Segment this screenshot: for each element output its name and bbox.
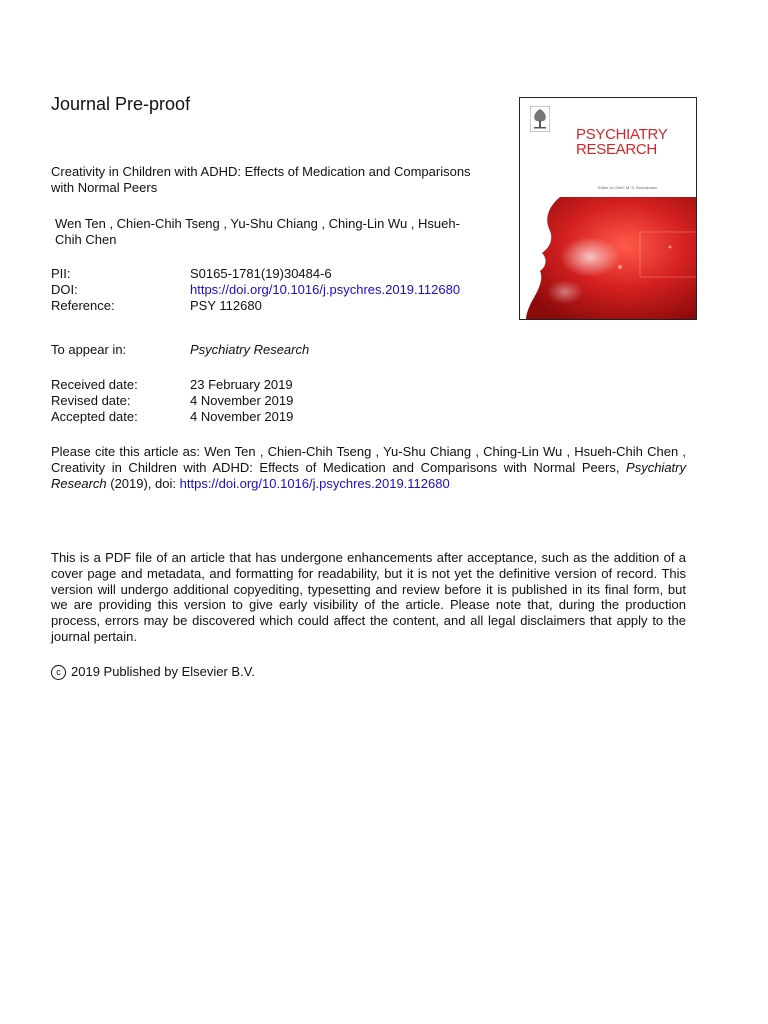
- copyright-text: 2019 Published by Elsevier B.V.: [71, 664, 255, 679]
- copyright-line: [51, 664, 255, 680]
- cover-title-line1: PSYCHIATRY: [576, 126, 668, 143]
- copyright-icon: c: [51, 665, 66, 680]
- doi-link[interactable]: https://doi.org/10.1016/j.psychres.2019.112680: [190, 282, 461, 297]
- accepted-value: 4 November 2019: [190, 409, 294, 424]
- cover-artwork: [520, 197, 696, 319]
- pii-label: PII:: [51, 266, 71, 281]
- citation-text: Please cite this article as: Wen Ten , Chien-Chih Tseng , Yu-Shu Chiang , Ching-Lin Wu , Hsueh-Chih Chen , Creativity in Children with ADHD: Effects of Medication and Comparisons with Normal Peers,: [51, 444, 686, 475]
- journal-cover-image: [519, 97, 697, 320]
- citation-paragraph: [51, 444, 686, 491]
- revised-value: 4 November 2019: [190, 393, 294, 408]
- journal-label: Journal Pre-proof: [51, 94, 191, 114]
- received-value: 23 February 2019: [190, 377, 293, 392]
- pii-value: S0165-1781(19)30484-6: [190, 266, 332, 281]
- elsevier-tree-icon: [530, 106, 550, 132]
- citation-journal: Psychiatry Research: [51, 459, 686, 491]
- article-title: Creativity in Children with ADHD: Effects of Medication and Comparisons with Normal Peers: [51, 164, 471, 195]
- reference-value: PSY 112680: [190, 298, 262, 313]
- revised-label: Revised date:: [51, 393, 131, 408]
- authors-line: Wen Ten , Chien-Chih Tseng , Yu-Shu Chiang , Ching-Lin Wu , Hsueh-Chih Chen: [55, 216, 460, 247]
- citation-middle: (2019), doi:: [106, 475, 180, 491]
- appear-journal: Psychiatry Research: [190, 342, 310, 357]
- appear-label: To appear in:: [51, 342, 127, 357]
- cover-title-line2: RESEARCH: [576, 141, 657, 158]
- accepted-label: Accepted date:: [51, 409, 138, 424]
- cover-title: [576, 127, 667, 157]
- doi-label: DOI:: [51, 282, 78, 297]
- preproof-notice: This is a PDF file of an article that has undergone enhancements after acceptance, such as the addition of a cover page and metadata, and formatting for readability, but it is not yet the definitive version of record. This version will undergo additional copyediting, typesetting and review before it is published in its final form, but we are providing this version to give early visibility of the article. Please note that, during the production process, errors may be discovered which could affect the content, and all legal disclaimers that apply to the journal pertain.: [51, 550, 686, 644]
- citation-doi-link[interactable]: https://doi.org/10.1016/j.psychres.2019.112680: [179, 475, 450, 491]
- reference-label: Reference:: [51, 298, 115, 313]
- received-label: Received date:: [51, 377, 138, 392]
- cover-editor-line: Editor-in-Chief: M. S. Buchsbaum: [598, 185, 658, 190]
